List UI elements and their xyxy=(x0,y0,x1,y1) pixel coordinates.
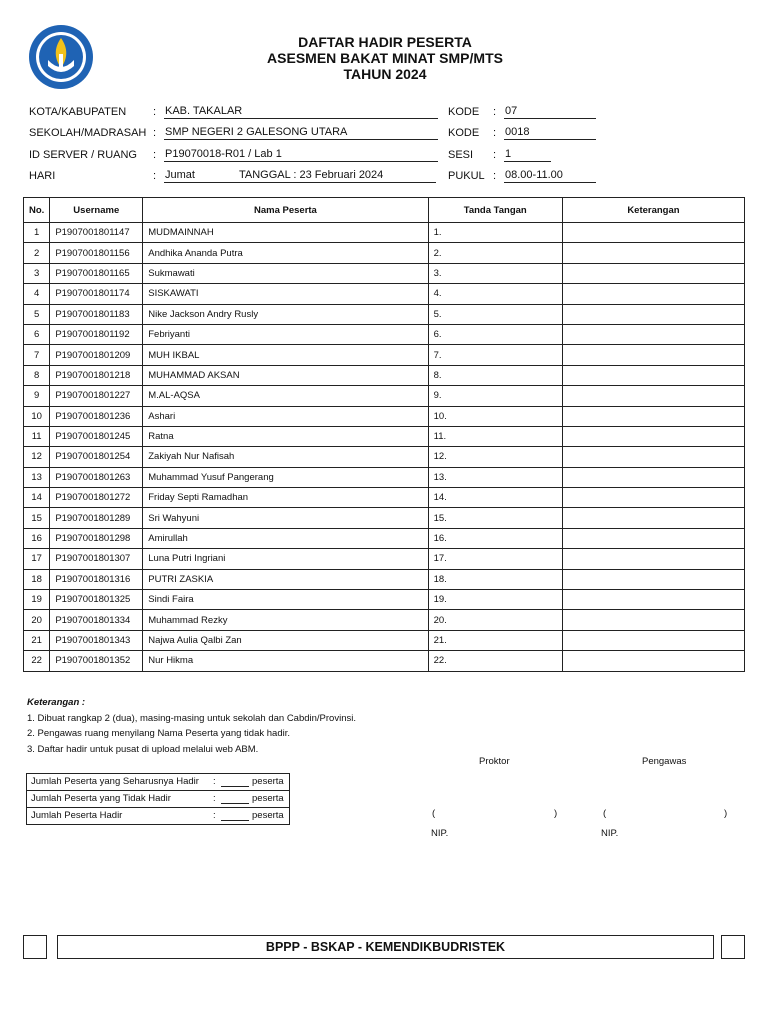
footer-banner: BPPP - BSKAP - KEMENDIKBUDRISTEK xyxy=(57,935,714,959)
notes-section xyxy=(27,695,356,757)
summary-colon: : xyxy=(213,776,216,787)
row-number-cell: 17 xyxy=(24,549,50,569)
signature-cell: 17. xyxy=(428,549,562,569)
proktor-nip-label: NIP. xyxy=(431,828,449,839)
attendance-table xyxy=(23,197,745,672)
table-header-row xyxy=(24,198,745,223)
remarks-cell xyxy=(562,386,744,406)
signature-cell: 6. xyxy=(428,324,562,344)
row-number-cell: 6 xyxy=(24,324,50,344)
summary-blank-line xyxy=(221,793,249,804)
table-row xyxy=(24,508,745,528)
pengawas-open-paren: ( xyxy=(603,808,607,819)
summary-colon: : xyxy=(213,810,216,821)
username-cell: P1907001801174 xyxy=(50,284,143,304)
signature-cell: 15. xyxy=(428,508,562,528)
participant-name-cell: Muhammad Yusuf Pangerang xyxy=(143,467,428,487)
table-row xyxy=(24,569,745,589)
summary-row xyxy=(27,774,289,791)
signature-cell: 18. xyxy=(428,569,562,589)
summary-blank-line xyxy=(221,776,249,787)
footer-right-box xyxy=(721,935,745,959)
kota-colon: : xyxy=(153,106,157,118)
footer-left-box xyxy=(23,935,47,959)
username-cell: P1907001801192 xyxy=(50,324,143,344)
row-number-cell: 12 xyxy=(24,447,50,467)
remarks-cell xyxy=(562,508,744,528)
kode-sekolah-value: 0018 xyxy=(504,126,596,140)
kode-kabupaten-label: KODE xyxy=(448,106,480,118)
document-title-line-3: TAHUN 2024 xyxy=(343,66,427,82)
row-number-cell: 3 xyxy=(24,263,50,283)
username-cell: P1907001801307 xyxy=(50,549,143,569)
summary-row xyxy=(27,808,289,824)
participant-name-cell: Sindi Faira xyxy=(143,590,428,610)
remarks-cell xyxy=(562,243,744,263)
sesi-label: SESI xyxy=(448,149,474,161)
username-cell: P1907001801156 xyxy=(50,243,143,263)
summary-row xyxy=(27,791,289,808)
username-cell: P1907001801218 xyxy=(50,365,143,385)
pengawas-nip-label: NIP. xyxy=(601,828,619,839)
table-row xyxy=(24,447,745,467)
remarks-cell xyxy=(562,447,744,467)
document-title-line-1: DAFTAR HADIR PESERTA xyxy=(298,34,472,50)
table-row xyxy=(24,610,745,630)
signature-cell: 22. xyxy=(428,651,562,671)
remarks-cell xyxy=(562,263,744,283)
table-row xyxy=(24,243,745,263)
remarks-cell xyxy=(562,223,744,243)
signature-cell: 3. xyxy=(428,263,562,283)
table-row xyxy=(24,528,745,548)
table-row xyxy=(24,467,745,487)
row-number-cell: 1 xyxy=(24,223,50,243)
remarks-cell xyxy=(562,590,744,610)
kota-label: KOTA/KABUPATEN xyxy=(29,106,127,118)
participant-name-cell: Zakiyah Nur Nafisah xyxy=(143,447,428,467)
row-number-cell: 2 xyxy=(24,243,50,263)
kode-sekolah-colon: : xyxy=(493,127,497,139)
kota-value: KAB. TAKALAR xyxy=(164,105,438,119)
table-row xyxy=(24,406,745,426)
participant-name-cell: Sukmawati xyxy=(143,263,428,283)
row-number-cell: 10 xyxy=(24,406,50,426)
header-no: No. xyxy=(24,198,50,223)
signature-cell: 20. xyxy=(428,610,562,630)
username-cell: P1907001801316 xyxy=(50,569,143,589)
signature-cell: 5. xyxy=(428,304,562,324)
note-item: 1. Dibuat rangkap 2 (dua), masing-masing untuk sekolah dan Cabdin/Provinsi. xyxy=(27,712,356,724)
proktor-open-paren: ( xyxy=(432,808,436,819)
username-cell: P1907001801352 xyxy=(50,651,143,671)
signature-cell: 16. xyxy=(428,528,562,548)
username-cell: P1907001801236 xyxy=(50,406,143,426)
username-cell: P1907001801227 xyxy=(50,386,143,406)
table-row xyxy=(24,345,745,365)
proktor-close-paren: ) xyxy=(554,808,558,819)
row-number-cell: 16 xyxy=(24,528,50,548)
remarks-cell xyxy=(562,345,744,365)
attendance-table-body xyxy=(24,223,745,672)
signature-cell: 19. xyxy=(428,590,562,610)
row-number-cell: 11 xyxy=(24,426,50,446)
signature-cell: 9. xyxy=(428,386,562,406)
notes-heading: Keterangan : xyxy=(27,697,86,708)
table-row xyxy=(24,304,745,324)
participant-name-cell: MUDMAINNAH xyxy=(143,223,428,243)
hari-label: HARI xyxy=(29,170,56,182)
header-tanda-tangan: Tanda Tangan xyxy=(428,198,562,223)
summary-blank-line xyxy=(221,810,249,821)
signature-cell: 4. xyxy=(428,284,562,304)
table-row xyxy=(24,284,745,304)
participant-name-cell: Ashari xyxy=(143,406,428,426)
server-value: P19070018-R01 / Lab 1 xyxy=(164,148,438,162)
summary-colon: : xyxy=(213,793,216,804)
remarks-cell xyxy=(562,284,744,304)
sekolah-label: SEKOLAH/MADRASAH xyxy=(29,127,147,139)
row-number-cell: 20 xyxy=(24,610,50,630)
note-item: 2. Pengawas ruang menyilang Nama Peserta yang tidak hadir. xyxy=(27,728,290,739)
signature-cell: 8. xyxy=(428,365,562,385)
signature-cell: 21. xyxy=(428,630,562,650)
row-number-cell: 15 xyxy=(24,508,50,528)
participant-name-cell: Nur Hikma xyxy=(143,651,428,671)
participant-name-cell: Najwa Aulia Qalbi Zan xyxy=(143,630,428,650)
pukul-label: PUKUL xyxy=(448,170,485,182)
kode-sekolah-label: KODE xyxy=(448,127,480,139)
participant-name-cell: Luna Putri Ingriani xyxy=(143,549,428,569)
table-row xyxy=(24,223,745,243)
pukul-value: 08.00-11.00 xyxy=(504,169,596,183)
username-cell: P1907001801147 xyxy=(50,223,143,243)
remarks-cell xyxy=(562,549,744,569)
participant-name-cell: MUH IKBAL xyxy=(143,345,428,365)
summary-unit: peserta xyxy=(252,810,284,821)
tanggal-value: TANGGAL : 23 Februari 2024 xyxy=(238,169,436,183)
signature-cell: 12. xyxy=(428,447,562,467)
row-number-cell: 19 xyxy=(24,590,50,610)
row-number-cell: 14 xyxy=(24,488,50,508)
table-row xyxy=(24,630,745,650)
username-cell: P1907001801183 xyxy=(50,304,143,324)
participant-name-cell: Febriyanti xyxy=(143,324,428,344)
participant-name-cell: M.AL-AQSA xyxy=(143,386,428,406)
table-row xyxy=(24,324,745,344)
hari-colon: : xyxy=(153,170,157,182)
username-cell: P1907001801298 xyxy=(50,528,143,548)
username-cell: P1907001801289 xyxy=(50,508,143,528)
row-number-cell: 18 xyxy=(24,569,50,589)
table-row xyxy=(24,426,745,446)
username-cell: P1907001801245 xyxy=(50,426,143,446)
username-cell: P1907001801263 xyxy=(50,467,143,487)
table-row xyxy=(24,263,745,283)
hari-value: Jumat xyxy=(164,169,238,183)
participant-name-cell: Muhammad Rezky xyxy=(143,610,428,630)
username-cell: P1907001801334 xyxy=(50,610,143,630)
participant-name-cell: PUTRI ZASKIA xyxy=(143,569,428,589)
remarks-cell xyxy=(562,528,744,548)
table-row xyxy=(24,549,745,569)
username-cell: P1907001801209 xyxy=(50,345,143,365)
participant-name-cell: Nike Jackson Andry Rusly xyxy=(143,304,428,324)
summary-box xyxy=(26,773,290,825)
signature-cell: 10. xyxy=(428,406,562,426)
summary-unit: peserta xyxy=(252,793,284,804)
table-row xyxy=(24,365,745,385)
tut-wuri-handayani-logo xyxy=(26,24,96,90)
participant-name-cell: Andhika Ananda Putra xyxy=(143,243,428,263)
pengawas-label: Pengawas xyxy=(642,756,687,767)
row-number-cell: 7 xyxy=(24,345,50,365)
server-label: ID SERVER / RUANG xyxy=(29,149,137,161)
signature-cell: 14. xyxy=(428,488,562,508)
row-number-cell: 8 xyxy=(24,365,50,385)
remarks-cell xyxy=(562,569,744,589)
kode-kabupaten-colon: : xyxy=(493,106,497,118)
remarks-cell xyxy=(562,610,744,630)
sesi-colon: : xyxy=(493,149,497,161)
table-row xyxy=(24,590,745,610)
sekolah-colon: : xyxy=(153,127,157,139)
username-cell: P1907001801254 xyxy=(50,447,143,467)
username-cell: P1907001801325 xyxy=(50,590,143,610)
sesi-value: 1 xyxy=(504,148,551,162)
remarks-cell xyxy=(562,406,744,426)
row-number-cell: 5 xyxy=(24,304,50,324)
row-number-cell: 13 xyxy=(24,467,50,487)
participant-name-cell: SISKAWATI xyxy=(143,284,428,304)
pukul-colon: : xyxy=(493,170,497,182)
note-item: 3. Daftar hadir untuk pusat di upload melalui web ABM. xyxy=(27,743,259,755)
document-title-line-2: ASESMEN BAKAT MINAT SMP/MTS xyxy=(267,50,503,66)
summary-label: Jumlah Peserta Hadir xyxy=(31,810,123,821)
table-row xyxy=(24,488,745,508)
pengawas-close-paren: ) xyxy=(724,808,728,819)
username-cell: P1907001801272 xyxy=(50,488,143,508)
remarks-cell xyxy=(562,426,744,446)
signature-cell: 11. xyxy=(428,426,562,446)
header-keterangan: Keterangan xyxy=(562,198,744,223)
participant-name-cell: Sri Wahyuni xyxy=(143,508,428,528)
summary-label: Jumlah Peserta yang Tidak Hadir xyxy=(31,793,171,804)
remarks-cell xyxy=(562,467,744,487)
signature-cell: 1. xyxy=(428,223,562,243)
remarks-cell xyxy=(562,365,744,385)
signature-cell: 2. xyxy=(428,243,562,263)
kode-kabupaten-value: 07 xyxy=(504,105,596,119)
signature-cell: 13. xyxy=(428,467,562,487)
server-colon: : xyxy=(153,149,157,161)
remarks-cell xyxy=(562,324,744,344)
row-number-cell: 21 xyxy=(24,630,50,650)
table-row xyxy=(24,386,745,406)
sekolah-value: SMP NEGERI 2 GALESONG UTARA xyxy=(164,126,438,140)
row-number-cell: 4 xyxy=(24,284,50,304)
participant-name-cell: Amirullah xyxy=(143,528,428,548)
remarks-cell xyxy=(562,488,744,508)
remarks-cell xyxy=(562,304,744,324)
header-username: Username xyxy=(50,198,143,223)
summary-unit: peserta xyxy=(252,776,284,787)
username-cell: P1907001801343 xyxy=(50,630,143,650)
proktor-label: Proktor xyxy=(479,756,510,767)
row-number-cell: 9 xyxy=(24,386,50,406)
participant-name-cell: MUHAMMAD AKSAN xyxy=(143,365,428,385)
participant-name-cell: Ratna xyxy=(143,426,428,446)
participant-name-cell: Friday Septi Ramadhan xyxy=(143,488,428,508)
summary-label: Jumlah Peserta yang Seharusnya Hadir xyxy=(31,776,199,787)
header-nama-peserta: Nama Peserta xyxy=(143,198,428,223)
remarks-cell xyxy=(562,651,744,671)
table-row xyxy=(24,651,745,671)
username-cell: P1907001801165 xyxy=(50,263,143,283)
row-number-cell: 22 xyxy=(24,651,50,671)
signature-cell: 7. xyxy=(428,345,562,365)
remarks-cell xyxy=(562,630,744,650)
